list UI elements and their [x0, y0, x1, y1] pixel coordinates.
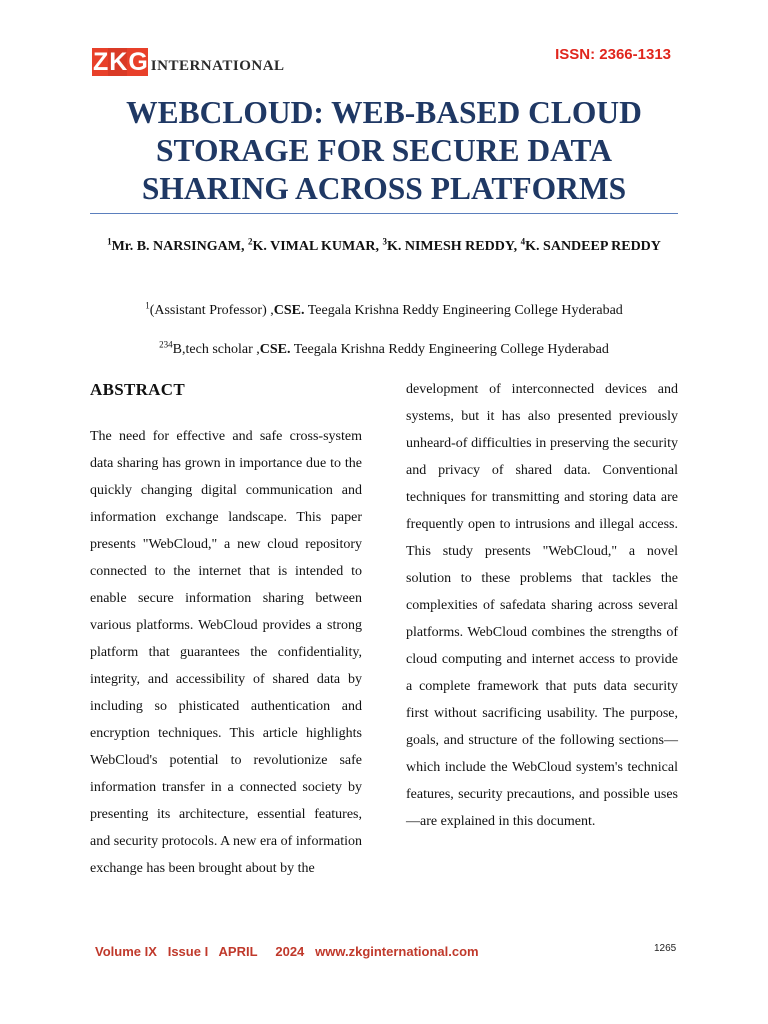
- affiliation-sup: 234: [159, 339, 173, 350]
- logo-letter-z: Z: [93, 48, 108, 76]
- abstract-right-column: [406, 376, 678, 835]
- abstract-paragraph-right: development of interconnected devices and systems, but it has also presented previously unheard-of difficulties in preserving the security and privacy of shared data. Conventional techniques for transmitting and storing data are frequently open to intrusions and illegal access. This study presents "WebCloud," a novel solution to these problems that tackles the complexities of safedata sharing across several platforms. WebCloud combines the strengths of cloud computing and internet access to provide a complete framework that puts data security first without sacrificing usability. The purpose, goals, and structure of the following sections—which include the WebCloud system's technical features, security precautions, and possible uses—are explained in this document.: [406, 382, 678, 829]
- affiliation-dept: CSE.: [273, 303, 305, 318]
- title-divider: [90, 213, 678, 214]
- page-number: 1265: [654, 943, 677, 954]
- affiliation-role: B,tech scholar ,: [172, 342, 260, 357]
- abstract-heading: ABSTRACT: [90, 380, 185, 399]
- author-sup: 4: [520, 236, 526, 247]
- affiliation-institution: Teegala Krishna Reddy Engineering College Hyderabad: [304, 303, 623, 318]
- issn-label: ISSN: 2366-1313: [555, 46, 671, 63]
- author-sup: 3: [382, 236, 387, 247]
- affiliation-2: [100, 341, 668, 359]
- logo-letter-k: K: [109, 48, 127, 76]
- author-name: Mr. B. NARSINGAM,: [111, 239, 245, 254]
- footer-issue-info: Volume IX Issue I APRIL 2024 www.zkginternational.com: [95, 944, 479, 959]
- affiliation-1: [100, 302, 668, 320]
- abstract-left-column: [90, 376, 362, 882]
- author-name: K. NIMESH REDDY,: [386, 239, 518, 254]
- author-list: [100, 233, 668, 260]
- affiliation-institution: Teegala Krishna Reddy Engineering College Hyderabad: [290, 342, 609, 357]
- author-name: K. VIMAL KUMAR,: [252, 239, 379, 254]
- journal-logo: [92, 46, 285, 76]
- paper-title: WEBCLOUD: WEB-BASED CLOUD STORAGE FOR SECURE DATA SHARING ACROSS PLATFORMS: [126, 95, 642, 206]
- author-sup: 1: [107, 236, 112, 247]
- abstract-paragraph-left: The need for effective and safe cross-system data sharing has grown in importance due to the quickly changing digital communication and information exchange landscape. This paper presents "WebCloud," a new cloud repository connected to the internet that is intended to enable secure information sharing between various platforms. WebCloud provides a strong platform that guarantees the confidentiality, integrity, and accessibility of shared data by including so phisticated authentication and encryption techniques. This article highlights WebCloud's potential to revolutionize safe information transfer in a connected society by presenting its architecture, essential features, and security protocols. A new era of information exchange has been brought about by the: [90, 429, 362, 876]
- affiliation-sup: 1: [145, 300, 150, 311]
- author-sup: 2: [247, 236, 253, 247]
- affiliation-role: (Assistant Professor) ,: [149, 303, 274, 318]
- author-name: K. SANDEEP REDDY: [525, 239, 661, 254]
- logo-text: INTERNATIONAL: [150, 58, 285, 74]
- affiliation-dept: CSE.: [259, 342, 291, 357]
- logo-mark: [92, 48, 148, 76]
- logo-letter-g: G: [128, 48, 147, 76]
